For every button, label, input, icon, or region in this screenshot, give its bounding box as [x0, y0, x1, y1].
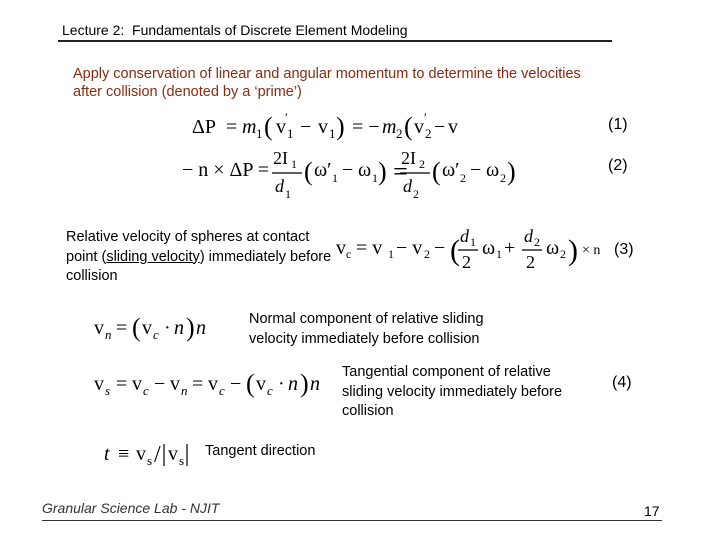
- svg-text:m: m: [242, 116, 257, 138]
- svg-text:v: v: [256, 373, 266, 395]
- header-divider: [58, 40, 612, 42]
- svg-text:) =: ) =: [378, 157, 408, 186]
- relative-velocity-text: [66, 228, 338, 287]
- svg-text:≡: ≡: [118, 443, 130, 465]
- svg-text:ω: ω: [486, 159, 500, 181]
- relative-velocity-text-before: Relative velocity of spheres at contact point (: [66, 229, 310, 265]
- svg-text:n: n: [196, 317, 206, 339]
- svg-text:− v: − v: [396, 237, 423, 259]
- svg-text:2: 2: [560, 247, 566, 261]
- svg-text:′: ′: [285, 110, 288, 125]
- svg-text:v: v: [448, 116, 458, 138]
- svg-text:): ): [336, 112, 345, 141]
- svg-text:(: (: [450, 234, 460, 267]
- equation-1-number: (1): [608, 116, 628, 133]
- svg-text:=: =: [226, 116, 238, 138]
- svg-text:m: m: [382, 116, 397, 138]
- svg-text:s: s: [179, 453, 185, 468]
- svg-text:ω: ω: [546, 237, 560, 259]
- footer-separator: -: [177, 500, 190, 516]
- footer-lab: [42, 500, 219, 516]
- equation-3: [334, 224, 604, 274]
- svg-text:2I: 2I: [273, 148, 288, 168]
- svg-text:1: 1: [496, 247, 502, 261]
- svg-text:d: d: [460, 226, 469, 246]
- svg-text:v: v: [414, 116, 424, 138]
- svg-text:d: d: [524, 226, 533, 246]
- svg-text:t: t: [104, 443, 110, 465]
- svg-text:n: n: [181, 383, 188, 398]
- svg-text:v: v: [276, 116, 286, 138]
- tangential-component-text: Tangential component of relative sliding velocity immediately before collision: [342, 364, 563, 419]
- svg-text:1: 1: [291, 157, 297, 171]
- svg-text:v: v: [132, 373, 142, 395]
- equation-1: [190, 108, 460, 144]
- svg-text:v: v: [94, 317, 104, 339]
- svg-text:s: s: [105, 383, 111, 398]
- equation-4-number: (4): [612, 374, 632, 391]
- svg-text:v: v: [318, 116, 328, 138]
- footer-divider: [42, 520, 662, 521]
- svg-text:): ): [300, 369, 309, 398]
- svg-text:(: (: [132, 313, 141, 342]
- svg-text:−: −: [300, 116, 312, 138]
- footer-org: NJIT: [189, 500, 220, 516]
- svg-text:v: v: [94, 373, 104, 395]
- svg-text:1: 1: [256, 126, 263, 141]
- equation-2-number: (2): [608, 157, 628, 174]
- svg-text:v: v: [142, 317, 152, 339]
- svg-text:=: =: [116, 317, 128, 339]
- svg-text:(: (: [264, 112, 273, 141]
- equation-3-number: (3): [614, 241, 634, 258]
- svg-text:−: −: [230, 373, 242, 395]
- svg-text:1: 1: [388, 247, 394, 261]
- svg-text:−: −: [342, 159, 354, 181]
- normal-component-text: Normal component of relative sliding velocity immediately before collision: [249, 311, 484, 347]
- svg-text:1: 1: [332, 171, 338, 185]
- svg-text:2: 2: [425, 126, 432, 141]
- svg-text:1: 1: [470, 235, 476, 249]
- svg-text:·: ·: [278, 373, 285, 395]
- svg-text:n: n: [310, 373, 320, 395]
- svg-text:n: n: [174, 317, 184, 339]
- svg-text:ΔP: ΔP: [192, 116, 216, 138]
- lecture-title: Fundamentals of Discrete Element Modeling: [132, 22, 408, 38]
- svg-text:n: n: [105, 327, 112, 342]
- tangent-direction-text: Tangent direction: [205, 443, 316, 459]
- svg-text:v: v: [336, 237, 346, 259]
- svg-text:n: n: [288, 373, 298, 395]
- svg-text:1: 1: [372, 171, 378, 185]
- svg-text:2: 2: [419, 157, 425, 171]
- sliding-velocity-term: sliding velocity: [106, 248, 200, 265]
- svg-text:/: /: [154, 442, 161, 468]
- lecture-label: Lecture 2: [62, 22, 121, 38]
- lecture-separator: :: [120, 22, 125, 38]
- svg-text:× n: × n: [582, 243, 601, 258]
- svg-text:2: 2: [424, 247, 430, 261]
- svg-text:v: v: [136, 443, 146, 465]
- svg-text:ω′: ω′: [314, 159, 332, 181]
- svg-text:c: c: [267, 383, 273, 398]
- svg-text:): ): [186, 313, 195, 342]
- svg-text:c: c: [219, 383, 225, 398]
- svg-text:c: c: [153, 327, 159, 342]
- svg-text:s: s: [147, 453, 153, 468]
- svg-text:+: +: [504, 237, 516, 259]
- normal-component-equation: [92, 310, 222, 344]
- tangential-component-equation: [92, 366, 332, 402]
- svg-text:−: −: [434, 237, 446, 259]
- svg-text:2: 2: [396, 126, 403, 141]
- svg-text:− n × ΔP =: − n × ΔP =: [182, 159, 270, 181]
- svg-text:1: 1: [287, 126, 294, 141]
- intro-text: Apply conservation of linear and angular momentum to determine the velocities after collision (denoted by a ‘prime’): [73, 66, 581, 100]
- svg-text:2: 2: [462, 252, 471, 272]
- tangent-direction-equation: [102, 438, 202, 472]
- svg-text:=: =: [116, 373, 128, 395]
- svg-text:): ): [507, 157, 516, 186]
- svg-text:=: =: [192, 373, 204, 395]
- svg-text:2: 2: [413, 187, 419, 201]
- svg-text:2: 2: [526, 252, 535, 272]
- svg-text:v: v: [168, 443, 178, 465]
- svg-text:1: 1: [285, 187, 291, 201]
- svg-text:2: 2: [534, 235, 540, 249]
- svg-text:(: (: [246, 369, 255, 398]
- svg-text:v: v: [208, 373, 218, 395]
- svg-text:c: c: [143, 383, 149, 398]
- svg-text:= −: = −: [352, 116, 380, 138]
- svg-text:2I: 2I: [401, 148, 416, 168]
- equation-2: [180, 146, 520, 204]
- svg-text:1: 1: [329, 126, 336, 141]
- svg-text:−: −: [470, 159, 482, 181]
- svg-text:c: c: [346, 247, 352, 261]
- svg-text:v: v: [170, 373, 180, 395]
- svg-text:−: −: [154, 373, 166, 395]
- svg-text:d: d: [403, 176, 412, 196]
- svg-text:·: ·: [164, 317, 171, 339]
- footer-lab-name: Granular Science Lab: [42, 500, 178, 516]
- relative-velocity-text-after: ) immediately before collision: [66, 248, 332, 284]
- page-number: 17: [644, 503, 660, 519]
- lecture-header: [62, 22, 408, 38]
- svg-text:ω: ω: [358, 159, 372, 181]
- svg-text:′: ′: [424, 110, 427, 125]
- svg-text:): ): [568, 234, 578, 267]
- svg-text:(: (: [432, 157, 441, 186]
- svg-text:d: d: [275, 176, 284, 196]
- svg-text:ω: ω: [482, 237, 496, 259]
- svg-text:2: 2: [460, 171, 466, 185]
- svg-text:ω′: ω′: [442, 159, 460, 181]
- svg-text:2: 2: [500, 171, 506, 185]
- svg-text:= v: = v: [356, 237, 383, 259]
- svg-text:(: (: [404, 112, 413, 141]
- svg-text:−: −: [434, 116, 446, 138]
- svg-text:(: (: [304, 157, 313, 186]
